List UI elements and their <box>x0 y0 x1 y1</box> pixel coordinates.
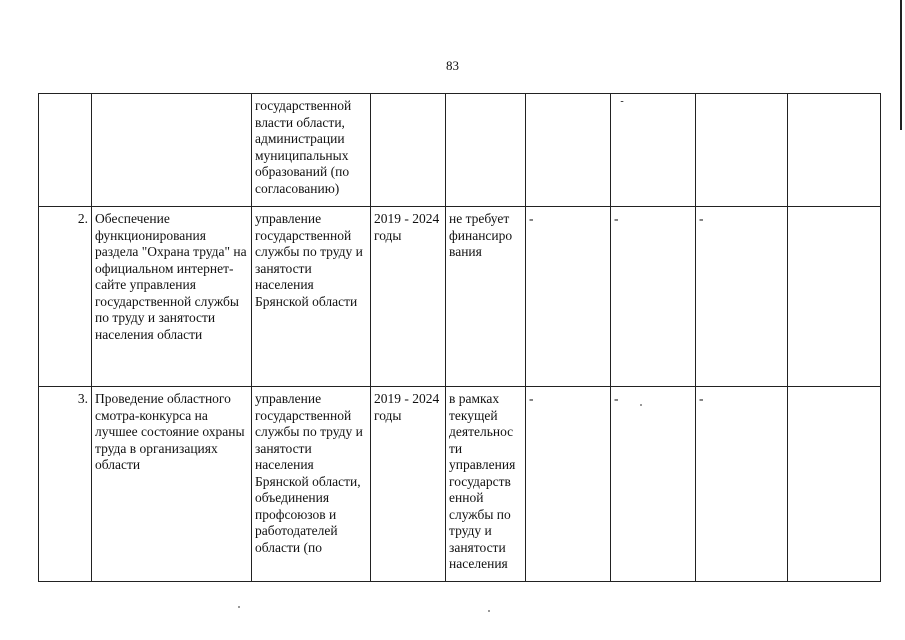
row-number: 2. <box>39 207 92 387</box>
dash-mark: - <box>620 96 624 107</box>
value-cell: - <box>526 207 611 387</box>
value-cell <box>611 94 696 207</box>
value-cell <box>788 207 881 387</box>
funding-cell: в рамках текущей деятельнос ти управления государств енной службы по труду и занятости населения <box>446 387 526 582</box>
value-cell: - <box>611 387 696 582</box>
scan-speck <box>488 610 490 612</box>
scan-speck <box>238 606 240 608</box>
executor-cell: государственной власти области, администрации муниципальных образований (по согласованию) <box>252 94 371 207</box>
measure-cell <box>92 94 252 207</box>
funding-cell <box>446 94 526 207</box>
scan-edge-line <box>900 0 902 130</box>
value-cell <box>696 94 788 207</box>
measures-table <box>38 93 881 582</box>
executor-cell: управление государственной службы по труду и занятости населения Брянской области <box>252 207 371 387</box>
measure-cell: Обеспечение функционирования раздела "Охрана труда" на официальном интернет-сайте управления государственной службы по труду и занятости населения области <box>92 207 252 387</box>
table-row <box>39 207 881 387</box>
period-cell <box>371 94 446 207</box>
page-number: 83 <box>446 58 459 73</box>
value-cell <box>526 94 611 207</box>
period-cell: 2019 - 2024 годы <box>371 207 446 387</box>
executor-cell: управление государственной службы по труду и занятости населения Брянской области, объединения профсоюзов и работодателей области (по <box>252 387 371 582</box>
table-row <box>39 387 881 582</box>
value-cell: - <box>696 207 788 387</box>
value-cell: - <box>696 387 788 582</box>
row-number: 3. <box>39 387 92 582</box>
value-cell: - <box>526 387 611 582</box>
value-cell <box>788 94 881 207</box>
value-cell: - <box>611 207 696 387</box>
row-number <box>39 94 92 207</box>
value-cell <box>788 387 881 582</box>
period-cell: 2019 - 2024 годы <box>371 387 446 582</box>
measure-cell: Проведение областного смотра-конкурса на лучшее состояние охраны труда в организациях области <box>92 387 252 582</box>
funding-cell: не требует финансиро вания <box>446 207 526 387</box>
table-row <box>39 94 881 207</box>
